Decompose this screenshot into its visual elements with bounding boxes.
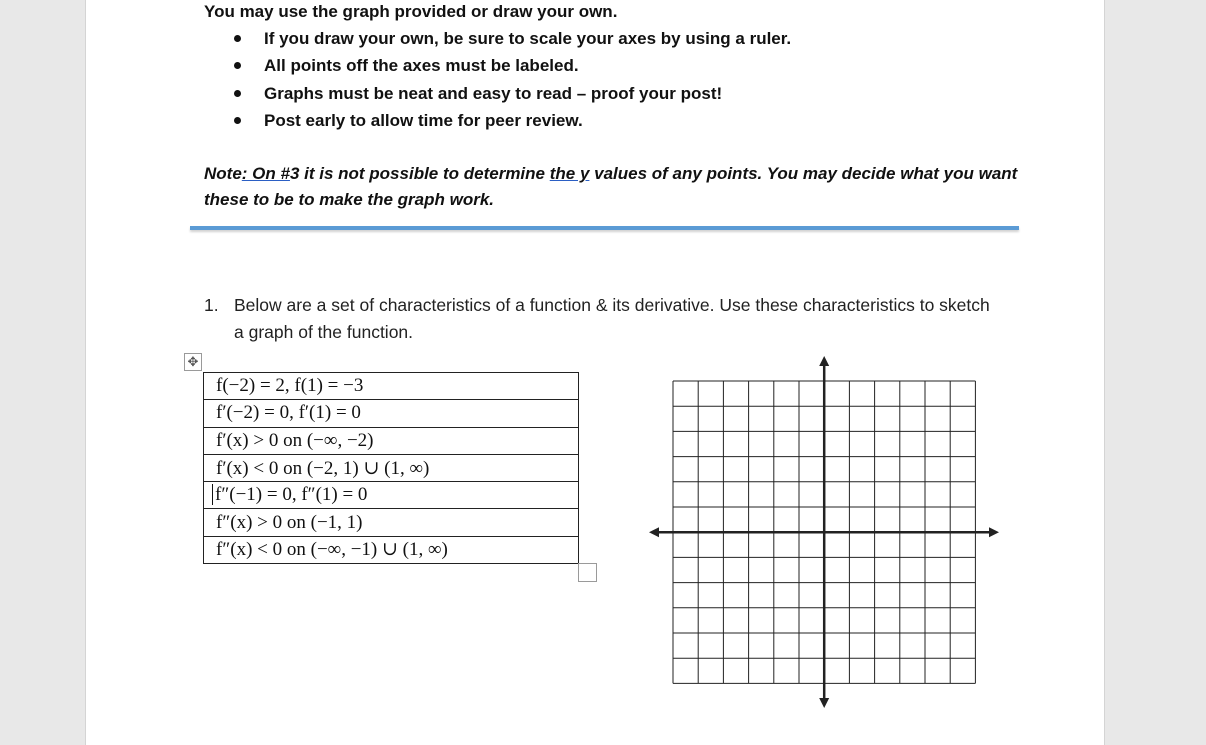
table-cell[interactable]: f′(x) < 0 on (−2, 1) ∪ (1, ∞): [204, 454, 579, 481]
table-row: [204, 427, 579, 454]
table-cell-text: f″(−1) = 0, f″(1) = 0: [212, 484, 367, 505]
table-cell[interactable]: f′(x) > 0 on (−∞, −2): [204, 427, 579, 454]
characteristics-table[interactable]: [203, 372, 579, 564]
table-cell[interactable]: f(−2) = 2, f(1) = −3: [204, 373, 579, 400]
note-rest: values of any points. You may decide what you want these to be to make the graph work.: [204, 164, 1018, 209]
bullet-item: Post early to allow time for peer review.: [234, 110, 791, 137]
instructions-intro: You may use the graph provided or draw your own.: [204, 2, 618, 21]
table-row: [204, 373, 579, 400]
question-number: 1.: [204, 295, 219, 315]
coordinate-grid: [645, 352, 1005, 712]
y-axis-up-arrow-icon: [819, 356, 829, 366]
bullet-item: Graphs must be neat and easy to read – proof your post!: [234, 83, 791, 110]
horizontal-divider: [190, 226, 1019, 230]
table-row: [204, 509, 579, 536]
table-row: [204, 400, 579, 427]
x-axis-left-arrow-icon: [649, 527, 659, 537]
table-row: [204, 454, 579, 481]
table-move-handle-icon[interactable]: ✥: [184, 353, 202, 371]
bullet-item: All points off the axes must be labeled.: [234, 55, 791, 82]
bullet-item: If you draw your own, be sure to scale your axes by using a ruler.: [234, 28, 791, 55]
table-row: [204, 482, 579, 509]
note-prefix: Note: [204, 164, 242, 183]
note-colon-on: : On #: [241, 164, 290, 183]
table-resize-handle[interactable]: [578, 563, 597, 582]
table-cell[interactable]: f′(−2) = 0, f′(1) = 0: [204, 400, 579, 427]
note-the-y: the y: [549, 164, 590, 183]
table-cell[interactable]: f″(x) > 0 on (−1, 1): [204, 509, 579, 536]
note-paragraph: [204, 161, 1024, 213]
table-cell[interactable]: f″(x) < 0 on (−∞, −1) ∪ (1, ∞): [204, 536, 579, 563]
note-3: 3 it is not possible to determine: [289, 164, 550, 183]
table-row: [204, 536, 579, 563]
y-axis-down-arrow-icon: [819, 698, 829, 708]
instructions-bullet-list: [234, 28, 791, 137]
x-axis-right-arrow-icon: [989, 527, 999, 537]
question-text: Below are a set of characteristics of a function & its derivative. Use these characteristics to sketch a graph of the function.: [234, 295, 990, 342]
table-cell[interactable]: [204, 482, 579, 509]
